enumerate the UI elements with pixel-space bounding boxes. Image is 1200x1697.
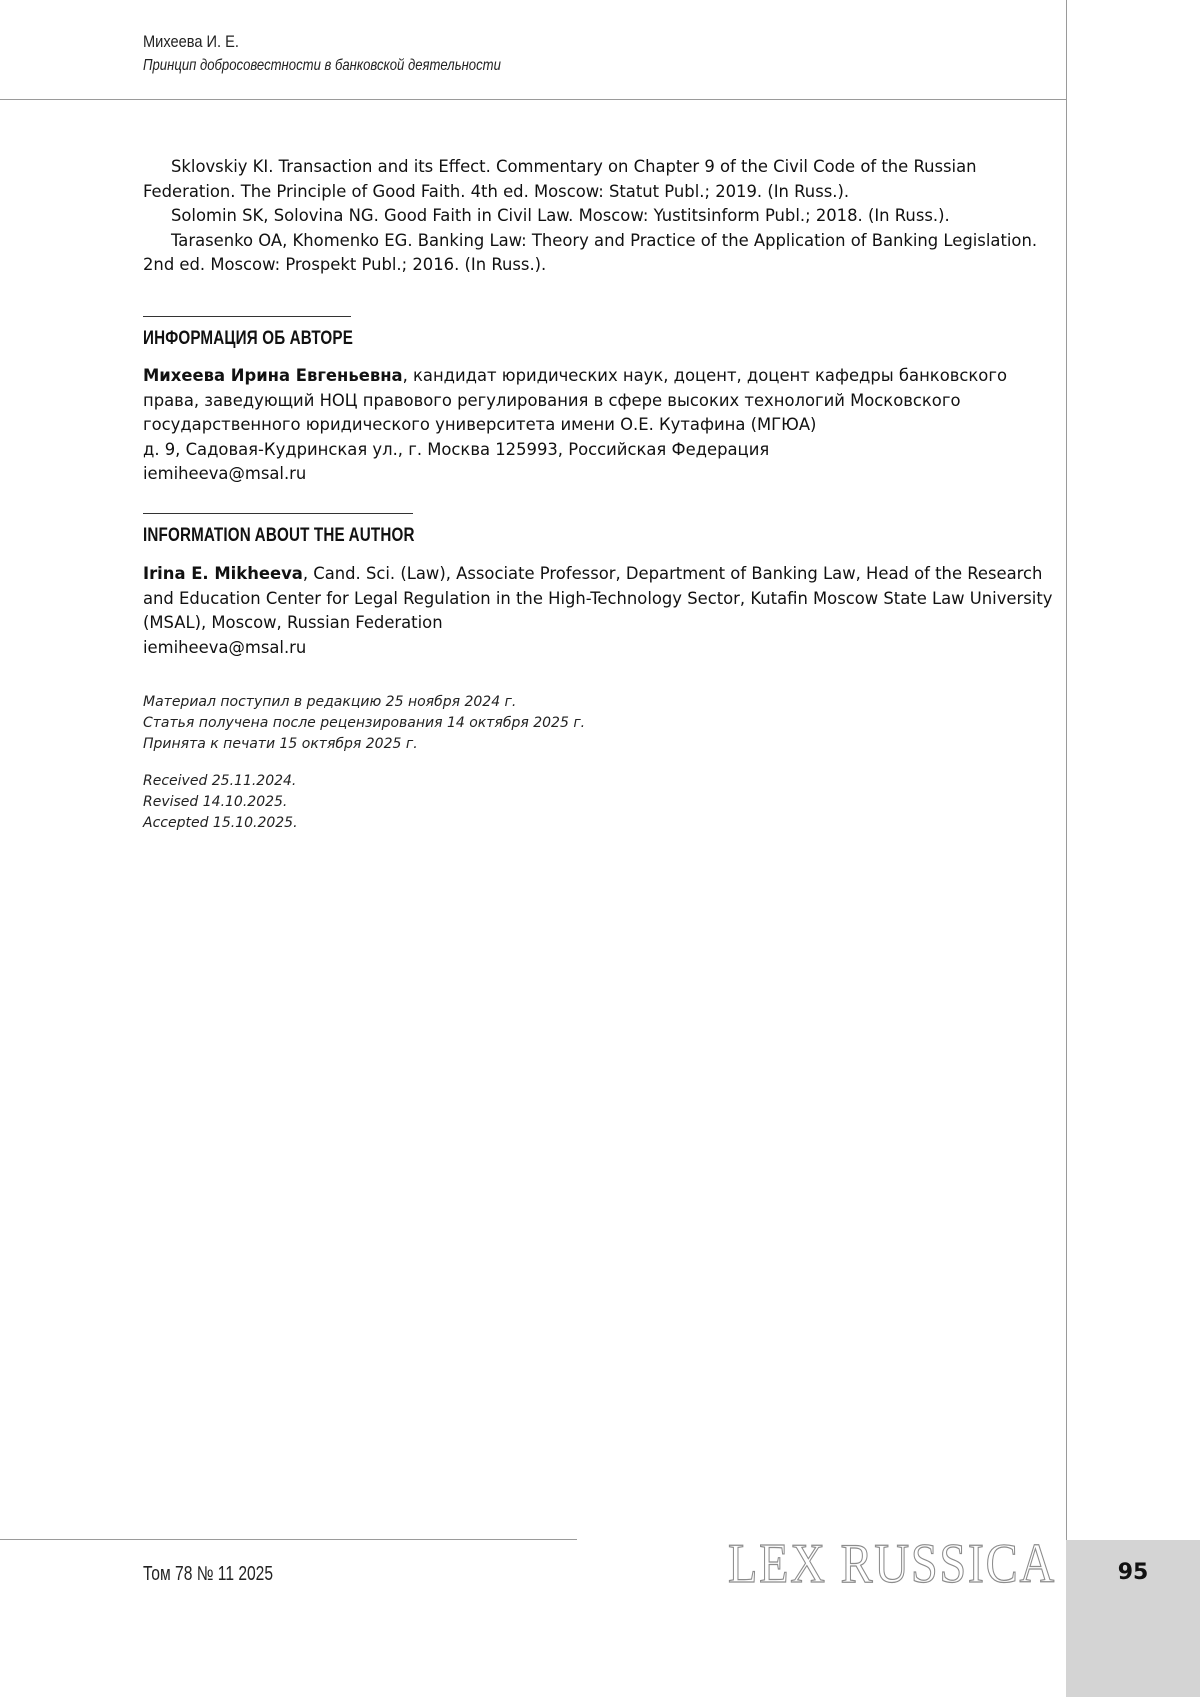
date-line: Материал поступил в редакцию 25 ноября 2024 г. — [143, 694, 517, 710]
author-info-en — [143, 562, 1061, 660]
date-line: Accepted 15.10.2025. — [143, 815, 298, 831]
author-name-ru: Михеева Ирина Евгеньевна — [143, 366, 403, 385]
reference-item: Sklovskiy KI. Transaction and its Effect. Commentary on Chapter 9 of the Civil Code of the Russian Federation. The Principle of Good Faith. 4th ed. Moscow: Statut Publ.; 2019. (In Russ.). — [143, 157, 977, 201]
journal-volume: Том 78 № 11 2025 — [143, 1563, 274, 1585]
section-rule — [143, 316, 351, 317]
author-address-ru: д. 9, Садовая-Кудринская ул., г. Москва 125993, Российская Федерация — [143, 439, 770, 459]
reference-item: Solomin SK, Solovina NG. Good Faith in Civil Law. Moscow: Yustitsinform Publ.; 2018. (In Russ.). — [171, 206, 950, 225]
author-info-heading-ru: ИНФОРМАЦИЯ ОБ АВТОРЕ — [143, 328, 354, 349]
date-line: Revised 14.10.2025. — [143, 794, 288, 810]
header-title: Принцип добросовестности в банковской деятельности — [143, 57, 501, 74]
journal-logo: LEX RUSSICA — [728, 1533, 1056, 1595]
reference-item: Tarasenko OA, Khomenko EG. Banking Law: Theory and Practice of the Application of Banking Legislation. 2nd ed. Moscow: Prospekt Publ.; 2016. (In Russ.). — [143, 230, 1038, 274]
page-number: 95 — [1117, 1560, 1149, 1585]
author-info-ru — [143, 364, 1061, 487]
author-details-ru: , кандидат юридических наук, доцент, доцент кафедры банковского права, заведующий НОЦ правового регулирования в сфере высоких технологий Московского государственного юридического университета имени О.Е. Кутафина (МГЮА) — [143, 366, 1007, 434]
date-line: Статья получена после рецензирования 14 октября 2025 г. — [143, 715, 586, 731]
author-email-en: iemiheeva@msal.ru — [143, 637, 307, 657]
dates-en — [143, 771, 298, 834]
author-email-ru: iemiheeva@msal.ru — [143, 464, 307, 483]
author-bio-ru — [143, 364, 1061, 438]
running-header — [143, 32, 579, 75]
header-author: Михеева И. Е. — [143, 32, 239, 51]
author-name-en: Irina E. Mikheeva — [143, 564, 303, 583]
right-margin-rule — [1066, 0, 1067, 1540]
dates-ru — [143, 692, 585, 755]
section-rule — [143, 513, 413, 514]
date-line: Принята к печати 15 октября 2025 г. — [143, 736, 418, 752]
date-line: Received 25.11.2024. — [143, 773, 297, 789]
author-info-heading-en: INFORMATION ABOUT THE AUTHOR — [143, 525, 415, 546]
footer-rule — [0, 1539, 577, 1540]
author-bio-en — [143, 562, 1061, 636]
header-rule — [0, 99, 1066, 100]
author-details-en: , Cand. Sci. (Law), Associate Professor, Department of Banking Law, Head of the Research and Education Center for Legal Regulation in the High-Technology Sector, Kutafin Moscow State Law University (MSAL), Moscow, Russian Federation — [143, 564, 1053, 632]
reference-list — [143, 155, 1061, 278]
